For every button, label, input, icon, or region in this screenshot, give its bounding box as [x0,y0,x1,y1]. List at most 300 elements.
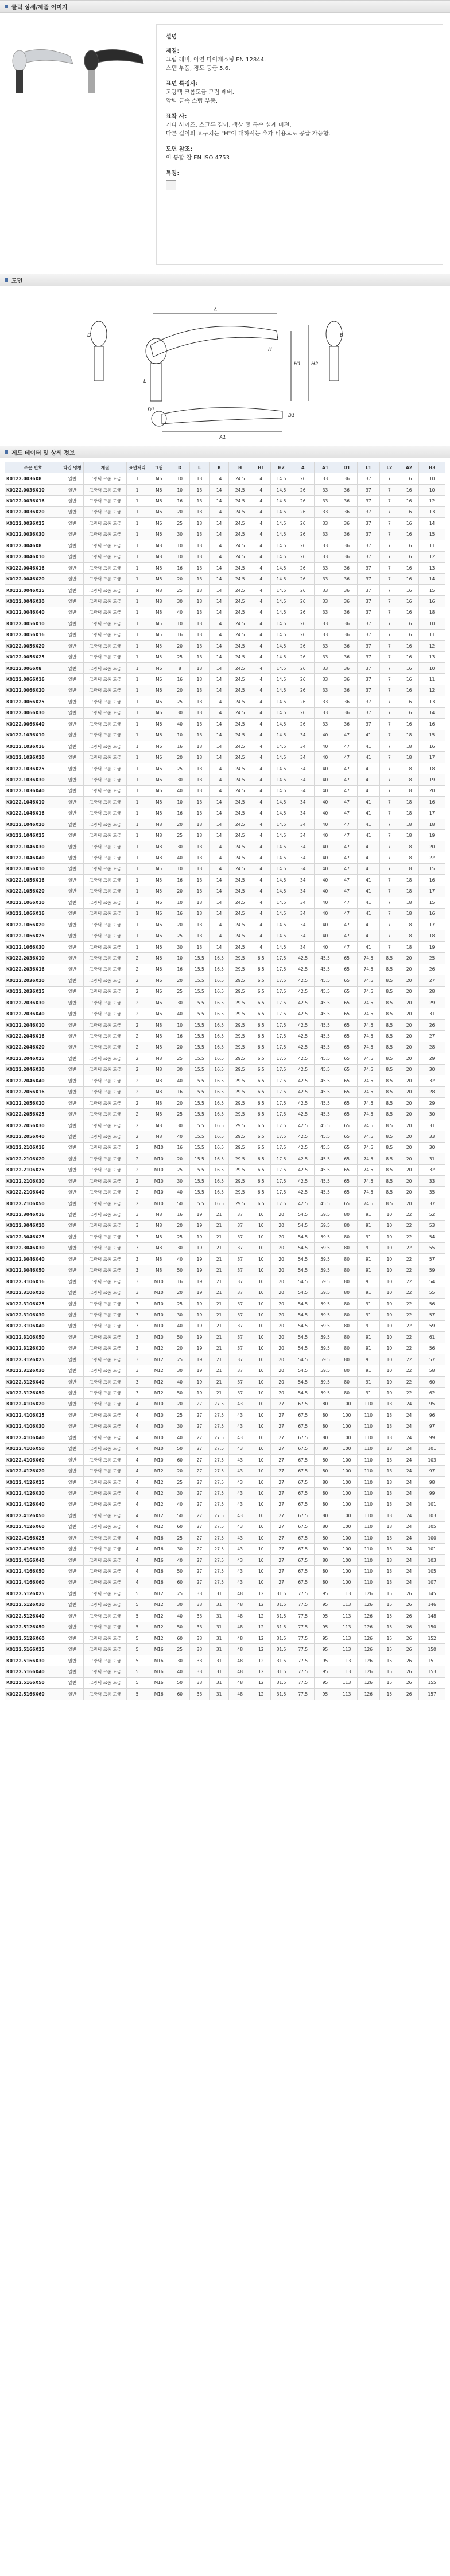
table-cell: 34 [292,741,314,751]
order-number-cell[interactable]: K0122.0056X10 [5,618,61,629]
table-cell: 고광택 크롬 도금 [83,863,126,874]
table-cell: 80 [336,1332,358,1343]
table-row [5,953,445,964]
table-cell: 20 [170,641,189,652]
order-number-cell[interactable]: K0122.2106X20 [5,1153,61,1164]
table-cell: 10 [251,1343,271,1354]
order-number-cell[interactable]: K0122.4106X40 [5,1432,61,1443]
table-cell: 16.5 [210,997,229,1008]
table-cell: 13 [379,1421,399,1432]
order-number-cell[interactable]: K0122.0036X30 [5,529,61,540]
order-number-cell[interactable]: K0122.0066X16 [5,674,61,685]
order-number-cell[interactable]: K0122.4126X20 [5,1466,61,1476]
table-cell: 110 [357,1566,379,1577]
table-cell: 54.5 [292,1276,314,1287]
table-cell: 19 [189,1276,209,1287]
table-cell: 15 [379,1588,399,1599]
order-number-cell[interactable]: K0122.2036X30 [5,997,61,1008]
table-cell: 113 [336,1689,358,1700]
order-number-cell[interactable]: K0122.1046X40 [5,852,61,863]
order-number-cell[interactable]: K0122.2106X50 [5,1198,61,1209]
order-number-cell[interactable]: K0122.0036X20 [5,506,61,517]
order-number-cell[interactable]: K0122.1056X10 [5,863,61,874]
order-number-cell[interactable]: K0122.2056X30 [5,1120,61,1131]
order-number-cell[interactable]: K0122.1046X16 [5,808,61,819]
table-cell: 16 [170,741,189,751]
order-number-cell[interactable]: K0122.2106X40 [5,1187,61,1198]
table-cell: 14 [210,752,229,763]
order-number-cell[interactable]: K0122.0036X16 [5,496,61,506]
table-cell: 50 [170,1677,189,1688]
table-cell: 17.5 [271,1142,292,1153]
table-cell: 13 [189,741,209,751]
order-number-cell[interactable]: K0122.1066X10 [5,897,61,908]
table-cell: 26 [292,584,314,595]
order-number-cell[interactable]: K0122.0066X8 [5,662,61,673]
table-cell: 10 [251,1421,271,1432]
table-cell: 고광택 크롬 도금 [83,1466,126,1476]
table-cell: 27 [271,1510,292,1521]
table-cell: 10 [251,1398,271,1409]
order-number-cell[interactable]: K0122.5126X30 [5,1599,61,1610]
table-cell: 31 [210,1599,229,1610]
table-cell: 43 [229,1488,251,1499]
order-number-cell[interactable]: K0122.3126X25 [5,1354,61,1365]
table-cell: 30 [170,841,189,852]
table-cell: 4 [251,629,271,640]
table-cell: 1 [127,574,148,584]
table-cell: 41 [357,730,379,741]
table-cell: 27.5 [210,1566,229,1577]
table-cell: 74.5 [357,1031,379,1042]
order-number-cell[interactable]: K0122.1066X30 [5,941,61,952]
order-number-cell[interactable]: K0122.1036X30 [5,774,61,785]
table-cell: 47 [336,763,358,774]
table-cell: 3 [127,1265,148,1276]
order-number-cell[interactable]: K0122.2036X16 [5,964,61,975]
order-number-cell[interactable]: K0122.4166X40 [5,1554,61,1565]
order-number-cell[interactable]: K0122.0046X10 [5,551,61,562]
table-cell: 14 [210,629,229,640]
order-number-cell[interactable]: K0122.1066X20 [5,919,61,930]
table-cell: 10 [170,863,189,874]
table-cell: 24.5 [229,930,251,941]
drawing-thumbnail[interactable] [166,180,176,190]
table-cell: 34 [292,763,314,774]
order-number-cell[interactable]: K0122.4126X60 [5,1521,61,1532]
table-cell: 15.5 [189,1086,209,1097]
order-number-cell[interactable]: K0122.3106X25 [5,1298,61,1309]
order-number-cell[interactable]: K0122.0066X40 [5,719,61,730]
table-cell: 36 [336,707,358,718]
order-number-cell[interactable]: K0122.4166X30 [5,1544,61,1554]
table-cell: 67.5 [292,1476,314,1487]
order-number-cell[interactable]: K0122.4126X50 [5,1510,61,1521]
table-cell: 8.5 [379,1131,399,1142]
table-row [5,897,445,908]
table-cell: 2 [127,1031,148,1042]
table-cell: 67.5 [292,1499,314,1510]
table-cell: 일반 [61,1131,84,1142]
order-number-cell[interactable]: K0122.1056X20 [5,886,61,897]
order-number-cell[interactable]: K0122.0046X16 [5,562,61,573]
table-cell: 26 [292,685,314,696]
order-number-cell[interactable]: K0122.4166X60 [5,1577,61,1588]
order-number-cell[interactable]: K0122.2056X16 [5,1086,61,1097]
table-cell: M12 [148,1499,170,1510]
table-row [5,719,445,730]
table-cell: 16 [399,484,418,495]
order-number-cell[interactable]: K0122.2046X20 [5,1042,61,1053]
table-cell: 일반 [61,1153,84,1164]
table-cell: 고광택 크롬 도금 [83,652,126,662]
order-number-cell[interactable]: K0122.2046X10 [5,1019,61,1030]
order-number-cell[interactable]: K0122.5166X50 [5,1677,61,1688]
order-number-cell[interactable]: K0122.3046X16 [5,1209,61,1220]
table-cell: 일반 [61,551,84,562]
order-number-cell[interactable]: K0122.3106X16 [5,1276,61,1287]
table-row [5,997,445,1008]
table-cell: M10 [148,1443,170,1454]
order-number-cell[interactable]: K0122.0066X20 [5,685,61,696]
table-cell: 4 [127,1521,148,1532]
order-number-cell[interactable]: K0122.5126X60 [5,1632,61,1643]
table-cell: 4 [251,696,271,707]
order-number-cell[interactable]: K0122.1036X25 [5,763,61,774]
table-cell: 7 [379,863,399,874]
table-cell: 40 [170,1131,189,1142]
order-number-cell[interactable]: K0122.3126X50 [5,1388,61,1398]
table-row [5,529,445,540]
table-cell: 29.5 [229,1176,251,1187]
order-number-cell[interactable]: K0122.2036X25 [5,986,61,997]
order-number-cell[interactable]: K0122.4106X20 [5,1398,61,1409]
table-cell: 13 [189,886,209,897]
order-number-cell[interactable]: K0122.1046X20 [5,819,61,830]
table-cell: 37 [229,1254,251,1265]
table-cell: 1 [127,607,148,618]
table-cell: 일반 [61,1632,84,1643]
table-cell: 4 [251,529,271,540]
order-number-cell[interactable]: K0122.2036X10 [5,953,61,964]
table-cell: 33 [314,685,336,696]
order-number-cell[interactable]: K0122.2036X20 [5,975,61,986]
table-cell: 고광택 크롬 도금 [83,696,126,707]
order-number-cell[interactable]: K0122.4126X25 [5,1476,61,1487]
table-cell: 41 [357,808,379,819]
table-cell: 14 [210,808,229,819]
table-row [5,1354,445,1365]
table-cell: 26 [399,1632,418,1643]
table-cell: 59.5 [314,1232,336,1242]
table-cell: 2 [127,1142,148,1153]
table-cell: M8 [148,1242,170,1253]
dim-label: A [214,307,218,313]
table-cell: 14.5 [271,629,292,640]
table-cell: 4 [251,574,271,584]
table-cell: 20 [170,819,189,830]
order-number-cell[interactable]: K0122.0066X25 [5,696,61,707]
table-cell: 24.5 [229,719,251,730]
order-number-cell[interactable]: K0122.1066X16 [5,908,61,919]
table-cell: 80 [314,1533,336,1544]
table-cell: 34 [292,941,314,952]
column-header: B [210,462,229,473]
table-cell: 13 [189,719,209,730]
table-cell: 1 [127,774,148,785]
order-number-cell[interactable]: K0122.4126X40 [5,1499,61,1510]
table-cell: 14 [210,707,229,718]
order-number-cell[interactable]: K0122.1036X40 [5,785,61,796]
table-row [5,618,445,629]
table-cell: 27 [271,1421,292,1432]
order-number-cell[interactable]: K0122.4106X30 [5,1421,61,1432]
table-cell: 10 [251,1510,271,1521]
order-number-cell[interactable]: K0122.4126X30 [5,1488,61,1499]
table-cell: 126 [357,1689,379,1700]
order-number-cell[interactable]: K0122.0046X25 [5,584,61,595]
table-cell: 고광택 크롬 도금 [83,1008,126,1019]
table-cell: 36 [336,551,358,562]
order-number-cell[interactable]: K0122.3046X25 [5,1232,61,1242]
order-number-cell[interactable]: K0122.1046X30 [5,841,61,852]
table-cell: 20 [271,1287,292,1298]
order-number-cell[interactable]: K0122.3126X30 [5,1365,61,1376]
order-number-cell[interactable]: K0122.1036X16 [5,741,61,751]
table-cell: 6.5 [251,1142,271,1153]
table-cell: 100 [336,1410,358,1421]
order-number-cell[interactable]: K0122.5166X40 [5,1666,61,1677]
table-cell: 일반 [61,1120,84,1131]
order-number-cell[interactable]: K0122.0056X20 [5,641,61,652]
table-cell: 10 [170,540,189,551]
order-number-cell[interactable]: K0122.0046X8 [5,540,61,551]
order-number-cell[interactable]: K0122.3126X40 [5,1376,61,1387]
table-cell: 1 [127,506,148,517]
order-number-cell[interactable]: K0122.3106X50 [5,1332,61,1343]
table-cell: 42.5 [292,986,314,997]
order-number-cell[interactable]: K0122.5126X25 [5,1588,61,1599]
table-cell: 16 [170,496,189,506]
table-cell: 42.5 [292,1075,314,1086]
table-cell: 15.5 [189,1109,209,1120]
table-cell: 41 [357,752,379,763]
order-number-cell[interactable]: K0122.1056X16 [5,875,61,886]
order-number-cell[interactable]: K0122.3046X40 [5,1254,61,1265]
table-cell: 고광택 크롬 도금 [83,1265,126,1276]
order-number-cell[interactable]: K0122.5166X25 [5,1644,61,1655]
table-cell: 고광택 크롬 도금 [83,930,126,941]
table-cell: 54.5 [292,1242,314,1253]
table-cell: 33 [314,484,336,495]
order-number-cell[interactable]: K0122.4106X25 [5,1410,61,1421]
order-number-cell[interactable]: K0122.2106X30 [5,1176,61,1187]
table-cell: 고광택 크롬 도금 [83,674,126,685]
table-cell: 67.5 [292,1454,314,1465]
table-cell: 고광택 크롬 도금 [83,1388,126,1398]
order-number-cell[interactable]: K0122.0066X30 [5,707,61,718]
order-number-cell[interactable]: K0122.1036X20 [5,752,61,763]
table-cell: 1 [127,941,148,952]
table-cell: 42.5 [292,1053,314,1064]
table-cell: 31 [210,1655,229,1666]
order-number-cell[interactable]: K0122.0056X16 [5,629,61,640]
table-cell: 10 [170,797,189,808]
table-cell: 24.5 [229,863,251,874]
table-cell: M6 [148,473,170,484]
order-number-cell[interactable]: K0122.0056X25 [5,652,61,662]
table-cell: M6 [148,674,170,685]
table-cell: 10 [419,618,445,629]
table-cell: 6.5 [251,1198,271,1209]
table-cell: 48 [229,1644,251,1655]
table-cell: 48 [229,1677,251,1688]
order-number-cell[interactable]: K0122.5126X50 [5,1622,61,1632]
order-number-cell[interactable]: K0122.4106X60 [5,1454,61,1465]
table-cell: 20 [399,975,418,986]
table-cell: 30 [170,1655,189,1666]
table-cell: 24 [399,1476,418,1487]
table-cell: 37 [357,662,379,673]
order-number-cell[interactable]: K0122.4106X50 [5,1443,61,1454]
table-cell: 14 [210,607,229,618]
table-cell: 33 [314,562,336,573]
order-number-cell[interactable]: K0122.1046X25 [5,830,61,841]
order-number-cell[interactable]: K0122.1066X25 [5,930,61,941]
table-cell: 100 [336,1499,358,1510]
table-cell: 29.5 [229,1097,251,1108]
table-cell: M8 [148,1031,170,1042]
table-cell: 고광택 크롬 도금 [83,1544,126,1554]
order-number-cell[interactable]: K0122.2046X30 [5,1064,61,1075]
table-cell: 일반 [61,1611,84,1622]
order-number-cell[interactable]: K0122.3106X40 [5,1320,61,1331]
table-cell: 74.5 [357,1142,379,1153]
table-cell: 일반 [61,1488,84,1499]
table-cell: 24.5 [229,707,251,718]
table-cell: 30 [170,774,189,785]
order-number-cell[interactable]: K0122.2056X40 [5,1131,61,1142]
table-cell: 31.5 [271,1622,292,1632]
table-cell: 27.5 [210,1499,229,1510]
table-cell: 59.5 [314,1287,336,1298]
order-number-cell[interactable]: K0122.2056X25 [5,1109,61,1120]
order-number-cell[interactable]: K0122.2046X16 [5,1031,61,1042]
table-cell: 26 [399,1599,418,1610]
table-cell: 17.5 [271,953,292,964]
table-cell: 33 [189,1611,209,1622]
table-cell: 24 [399,1410,418,1421]
table-cell: 일반 [61,1622,84,1632]
table-cell: 80 [336,1265,358,1276]
table-cell: 19 [189,1254,209,1265]
order-number-cell[interactable]: K0122.3106X20 [5,1287,61,1298]
desc-line: 고광택 크롬도금 그립 레버. [166,89,234,96]
table-cell: 일반 [61,1287,84,1298]
table-cell: 43 [229,1499,251,1510]
table-cell: 43 [229,1410,251,1421]
order-number-cell[interactable]: K0122.3106X30 [5,1310,61,1320]
order-number-cell[interactable]: K0122.0036X8 [5,473,61,484]
table-cell: 25 [170,1232,189,1242]
table-cell: 7 [379,774,399,785]
table-cell: 47 [336,886,358,897]
order-number-cell[interactable]: K0122.3126X20 [5,1343,61,1354]
table-cell: 33 [314,540,336,551]
table-cell: 27 [189,1499,209,1510]
order-number-cell[interactable]: K0122.0046X40 [5,607,61,618]
section-bullet-icon [5,450,8,454]
table-cell: 54.5 [292,1332,314,1343]
table-cell: 4 [251,730,271,741]
table-cell: 고광택 크롬 도금 [83,997,126,1008]
table-cell: 22 [399,1220,418,1231]
table-cell: 74.5 [357,1187,379,1198]
table-cell: 일반 [61,975,84,986]
table-cell: 14 [210,618,229,629]
table-cell: M5 [148,886,170,897]
order-number-cell[interactable]: K0122.0036X25 [5,518,61,529]
order-number-cell[interactable]: K0122.4166X50 [5,1566,61,1577]
order-number-cell[interactable]: K0122.2036X40 [5,1008,61,1019]
table-cell: 10 [379,1220,399,1231]
table-cell: 27.5 [210,1398,229,1409]
table-cell: 24.5 [229,484,251,495]
order-number-cell[interactable]: K0122.5166X60 [5,1689,61,1700]
table-cell: 27 [189,1566,209,1577]
desc-line: 도면 참조: [166,146,193,153]
table-cell: 95 [314,1644,336,1655]
dim-label: H2 [311,361,319,367]
table-cell: 65 [336,986,358,997]
table-cell: 20 [271,1354,292,1365]
table-cell: 고광택 크롬 도금 [83,1666,126,1677]
table-cell: 43 [229,1521,251,1532]
table-cell: M6 [148,908,170,919]
table-cell: M10 [148,1198,170,1209]
order-number-cell[interactable]: K0122.1036X10 [5,730,61,741]
table-cell: 30 [170,1365,189,1376]
order-number-cell[interactable]: K0122.2106X25 [5,1164,61,1175]
table-row [5,1031,445,1042]
table-cell: M8 [148,596,170,607]
table-cell: 8.5 [379,964,399,975]
table-cell: 18 [419,930,445,941]
order-number-cell[interactable]: K0122.3046X30 [5,1242,61,1253]
order-number-cell[interactable]: K0122.0046X20 [5,574,61,584]
order-number-cell[interactable]: K0122.2046X40 [5,1075,61,1086]
order-number-cell[interactable]: K0122.5126X40 [5,1611,61,1622]
order-number-cell[interactable]: K0122.2046X25 [5,1053,61,1064]
order-number-cell[interactable]: K0122.5166X30 [5,1655,61,1666]
order-number-cell[interactable]: K0122.4166X25 [5,1533,61,1544]
table-row [5,607,445,618]
table-row [5,941,445,952]
table-cell: M6 [148,484,170,495]
table-cell: 14 [210,774,229,785]
order-number-cell[interactable]: K0122.2056X20 [5,1097,61,1108]
order-number-cell[interactable]: K0122.0046X30 [5,596,61,607]
order-number-cell[interactable]: K0122.1046X10 [5,797,61,808]
order-number-cell[interactable]: K0122.2106X16 [5,1142,61,1153]
table-cell: 1 [127,529,148,540]
table-cell: 8.5 [379,1198,399,1209]
order-number-cell[interactable]: K0122.0036X10 [5,484,61,495]
table-cell: 12 [251,1632,271,1643]
table-cell: 29.5 [229,1008,251,1019]
order-number-cell[interactable]: K0122.3046X20 [5,1220,61,1231]
order-number-cell[interactable]: K0122.3046X50 [5,1265,61,1276]
